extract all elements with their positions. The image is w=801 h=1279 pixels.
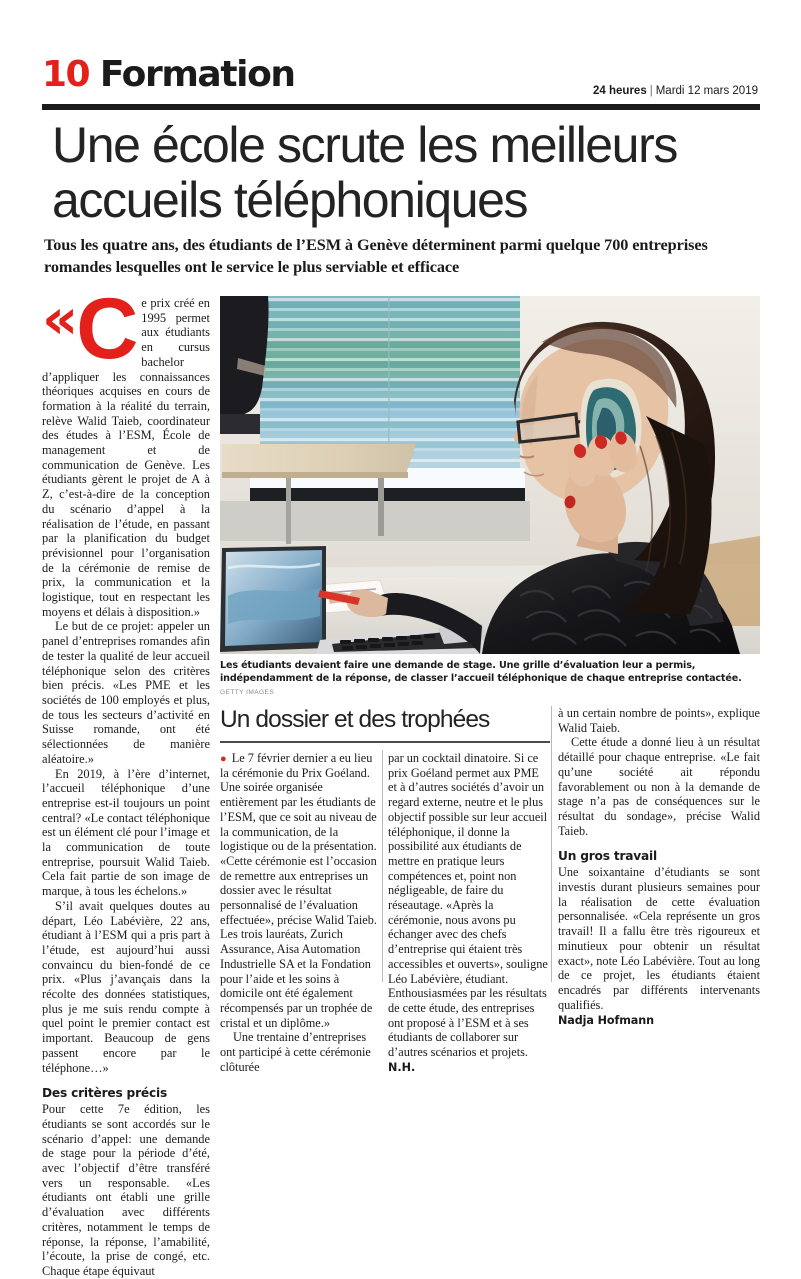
article-column-4 <box>558 706 760 1028</box>
paragraph <box>388 751 548 1075</box>
subheading-un-gros-travail: Un gros travail <box>558 849 658 864</box>
dropcap-paragraph-wrap <box>42 281 210 619</box>
paragraph: Pour cette 7e édition, les étudiants se sont accordés sur le scénario d’appel: une demande de stage pour la période d’été, avec l’objectif d’être transféré vers un responsable. «Les étudiants ont établi une grille d’évaluation avec différents critères, notamment le temps de réponse, la réponse, l’amabilité, l’écoute, la prise de congé, etc. Chaque étape équivaut <box>42 1102 210 1278</box>
paragraph: à un certain nombre de points», explique Walid Taieb. <box>558 706 760 735</box>
paragraph: Le but de ce projet: appeler un panel d’entreprises romandes afin de tester la qualité de leur accueil téléphonique selon des critères bien précis. «Les PME et les sociétés de 100 employés et plus, de tous les secteurs d’activité en Suisse romande, ont été sélectionnées de manière aléatoire.» <box>42 619 210 766</box>
column-divider-2 <box>551 706 552 982</box>
paragraph: S’il avait quelques doutes au départ, Léo Labévière, 22 ans, étudiant à l’ESM qui a pris part à l’étude, est aujourd’hui aussi convaincu du bien-fondé de ce prix. «Plus j’avançais dans la récolte des données statistiques, plus je me suis rendu compte à quel point le premier contact est important. Beaucoup de gens passent encore par le téléphone…» <box>42 898 210 1075</box>
photo-credit: GETTY IMAGES <box>220 689 275 697</box>
paragraph <box>220 751 379 1030</box>
paragraph: Cette étude a donné lieu à un résultat détaillé pour chaque entreprise. «Le fait qu’une société ait répondu favorablement ou non à la demande de stage n’a pas de conséquences sur le résultat du sondage», précise Walid Taieb. <box>558 735 760 838</box>
photo-illustration <box>220 296 760 654</box>
paragraph: En 2019, à l’ère d’internet, l’accueil téléphonique d’une entreprise est-il toujours un point central? «Le contact téléphonique est un élément clé pour l’image et la communication de toute entreprise, poursuit Walid Taieb. Cela fait partie de son image de marque, à tous les échelons.» <box>42 766 210 899</box>
article-column-1 <box>42 281 210 1279</box>
page-number: 10 <box>42 54 89 95</box>
photo-caption <box>220 659 760 700</box>
paragraph-text: Le 7 février dernier a eu lieu la cérémonie du Prix Goéland. Une soirée organisée entièrement par les étudiants de l’ESM, que ce soit au niveau de la communication, de la logistique ou de la présentation. «Cette cérémonie est l’occasion de remettre aux entreprises un dossier avec le résultat personnalisé de l’évaluation effectuée», précise Walid Taieb. Les trois lauréats, Zurich Assurance, Aisa Automation Industrielle SA et la Fondation pour l’aide et les soins à domicile ont été également récompensés par un trophée de cristal et un diplôme.» <box>220 751 377 1030</box>
publication-date: Mardi 12 mars 2019 <box>655 85 758 97</box>
column-divider-1 <box>382 750 383 982</box>
masthead-rule <box>42 104 760 110</box>
page-title <box>52 118 762 228</box>
paragraph: e prix créé en 1995 permet aux étudiants en cursus bachelor d’appliquer les connaissances théoriques acquises en cours de formation à la réalité du terrain, relève Walid Taieb, coordinateur des études à l’ESM, École de management et de communication de Genève. Les étudiants gèrent le projet de A à Z, c’est-à-dire de la conception du scénario d’appel à la réalisation de l’étude, en passant par la planification du budget prévisionnel pour l’organisation de la cérémonie de remise de prix, la communication et la logistique, tout en respectant les moyens et délais à disposition.» <box>42 296 210 619</box>
paragraph: Une soixantaine d’étudiants se sont investis durant plusieurs semaines pour la réalisation de cette évaluation personnalisée. «Cela représente un gros travail! Il a fallu être très rigoureux et minutieux pour obtenir un résultat exact», note Léo Labévière. Tout au long de ce projet, les étudiants étaient encadrés par différents intervenants qualifiés. <box>558 865 760 1012</box>
masthead-left <box>42 54 295 95</box>
subheading-des-criteres-precis: Des critères précis <box>42 1086 168 1101</box>
headline-line-2: accueils téléphoniques <box>52 172 528 228</box>
section2-rule <box>220 741 550 743</box>
paragraph: Une trentaine d’entreprises ont participé à cette cérémonie clôturée <box>220 1030 371 1074</box>
standfirst: Tous les quatre ans, des étudiants de l’ESM à Genève déterminent parmi quelque 700 entreprises romandes lesquelles ont le service le plus serviable et efficace <box>44 235 708 276</box>
masthead-separator: | <box>649 85 653 97</box>
masthead <box>42 54 760 103</box>
masthead-right <box>593 85 758 97</box>
headline-line-1: Une école scrute les meilleurs <box>52 117 677 173</box>
guillemet-glyph: « <box>42 287 76 352</box>
section-title: Formation <box>99 54 295 95</box>
paragraph-text: par un cocktail dinatoire. Si ce prix Goéland permet aux PME et à d’autres sociétés d’avoir un regard externe, neutre et le plus objectif possible sur leur accueil téléphonique, il donne la possibilité aux étudiants de mettre en pratique leurs compétences et, point non négligeable, de faire du réseautage. «Après la cérémonie, nous avons pu échanger avec des chefs d’entreprise qui étaient très accessibles et ouverts», souligne Léo Labévière, étudiant. Enthousiasmées par les résultats de cette étude, des entreprises ont proposé à l’ESM et à ses étudiants de collaborer sur d’autres scénarios et projets. <box>388 751 548 1060</box>
section2-title: Un dossier et des trophées <box>220 706 490 733</box>
dropcap-letter: C <box>76 281 136 377</box>
publication-brand: 24 heures <box>593 85 647 97</box>
article-column-3 <box>388 751 548 1075</box>
author-initials: N.H. <box>388 1060 416 1074</box>
article-column-2 <box>220 751 379 1074</box>
caption-text: Les étudiants devaient faire une demande de stage. Une grille d’évaluation leur a permis, indépendamment de la réponse, de classer l’accueil téléphonique de chaque entreprise contactée. <box>220 660 742 685</box>
article-photo <box>220 296 760 654</box>
bullet-icon: ● <box>220 753 227 765</box>
article-byline: Nadja Hofmann <box>558 1014 654 1028</box>
